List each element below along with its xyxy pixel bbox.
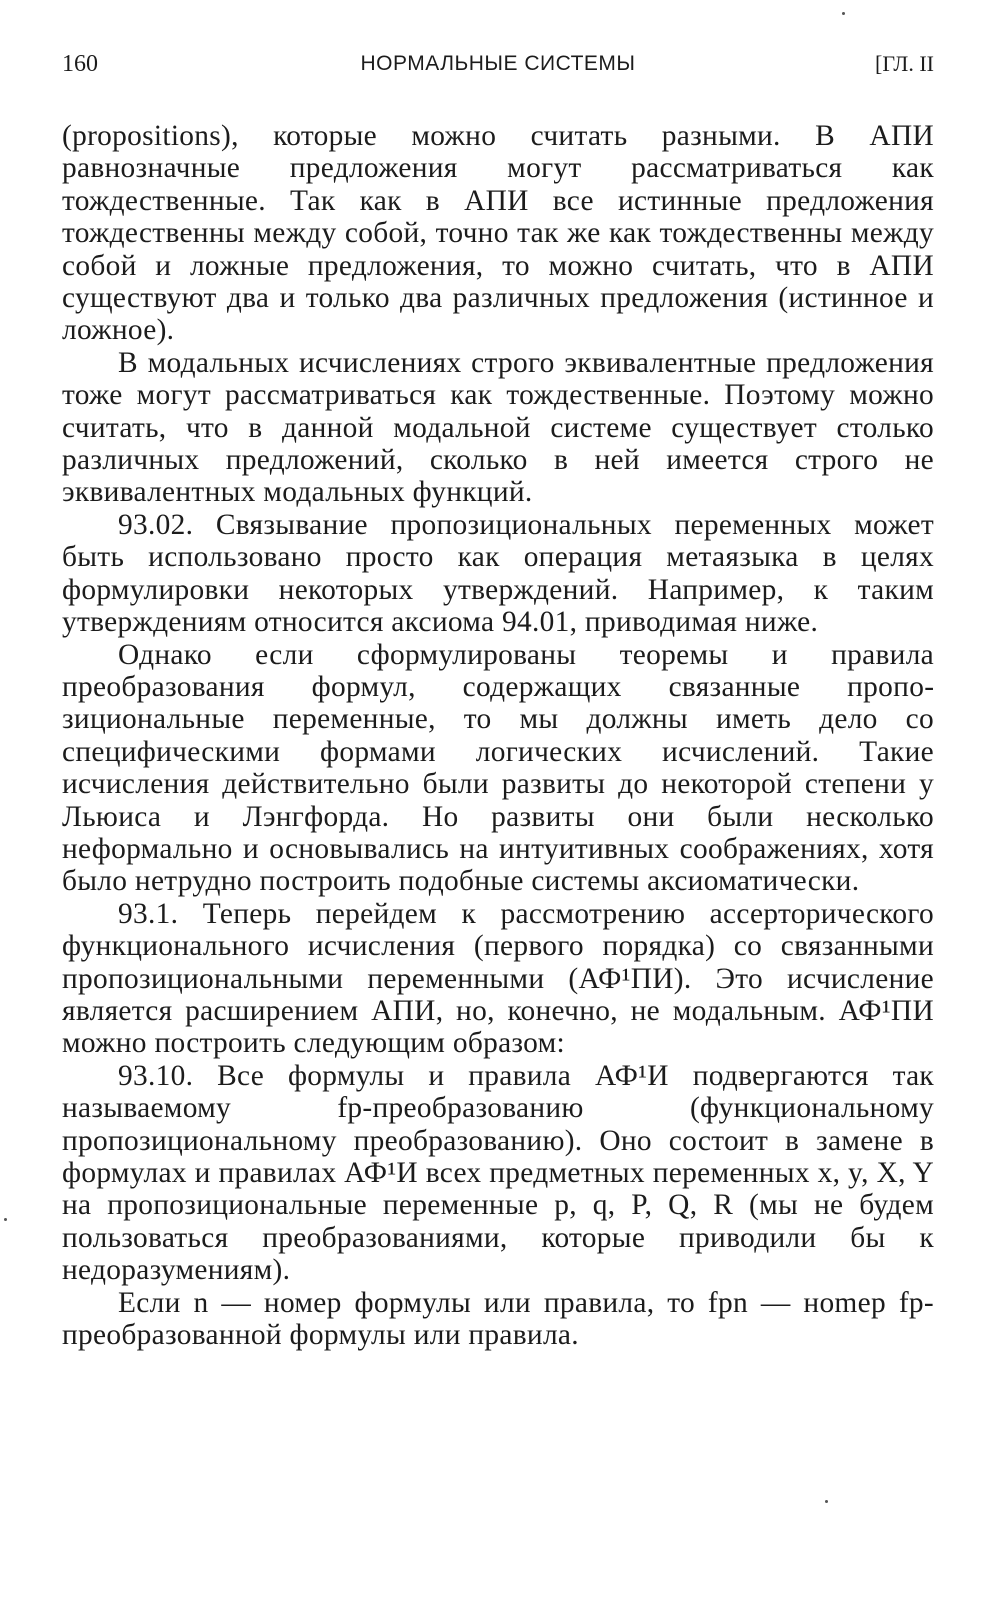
paragraph-modal-calculi: В модальных исчислениях строго эквивалентные предложения тоже могут рассматриваться как тождественные. Поэтому можно считать, что в данной модальной системе существует столько различных предложений, сколько в ней имеется строго не эквивалентных модальных функций. [62,346,934,509]
paragraph-theorems-and-rules: Однако если сформулированы теоремы и правила преобразования формул, содержащих связанные пропозициональные переменные, то мы должны иметь дело со специфическими формами логических исчислений. Такие исчисления действительно были развиты до некоторой степени у Льюиса и Лэнгфорда. Но развиты они были несколько неформально и основывались на интуитивных соображениях, хотя было нетрудно построить подобные системы аксиоматически. [62,638,934,898]
page-number: 160 [62,51,98,77]
body-text [62,120,934,1351]
paragraph-93-10: 93.10. Все формулы и правила АФ¹И подвергаются так называемому fp-преобразованию (функциональному пропозициональному преобразованию). Оно состоит в замене в формулах и правилах АФ¹И всех предметных переменных x, y, X, Y на пропозициональные переменные p, q, P, Q, R (мы не будем пользоваться преобразованиями, которые приводили бы к недоразумениям). [62,1059,934,1287]
paragraph-fpn-numbering: Если n — номер формулы или правила, то fpn — ноmер fp-преобразованной формулы или правила. [62,1286,934,1352]
print-speck [4,1218,7,1221]
paragraph-93-02: 93.02. Связывание пропозициональных переменных может быть использовано просто как операция метаязыка в целях формулировки некоторых утверждений. Например, к таким утверждениям относится аксиома 94.01, приводимая ниже. [62,508,934,639]
print-speck [825,1500,828,1503]
running-head [62,48,934,80]
chapter-reference: [ГЛ. II [875,51,934,76]
print-speck [842,12,845,15]
running-title: НОРМАЛЬНЫЕ СИСТЕМЫ [360,52,636,75]
paragraph-propositions: (propositions), которые можно считать разными. В АПИ равнозначные предложения могут рассматриваться как тождественные. Так как в АПИ все истинные предложения тождественны между собой, точно так же как тождественны между собой и ложные предложения, то можно считать, что в АПИ существуют два и только два различных предложения (истинное и ложное). [62,120,934,347]
paragraph-93-1: 93.1. Теперь перейдем к рассмотрению ассерторического функционального исчисления (первого порядка) со связанными пропозициональными переменными (АФ¹ПИ). Это исчисление является расширением АПИ, но, конечно, не модальным. АФ¹ПИ можно построить следующим образом: [62,897,934,1060]
